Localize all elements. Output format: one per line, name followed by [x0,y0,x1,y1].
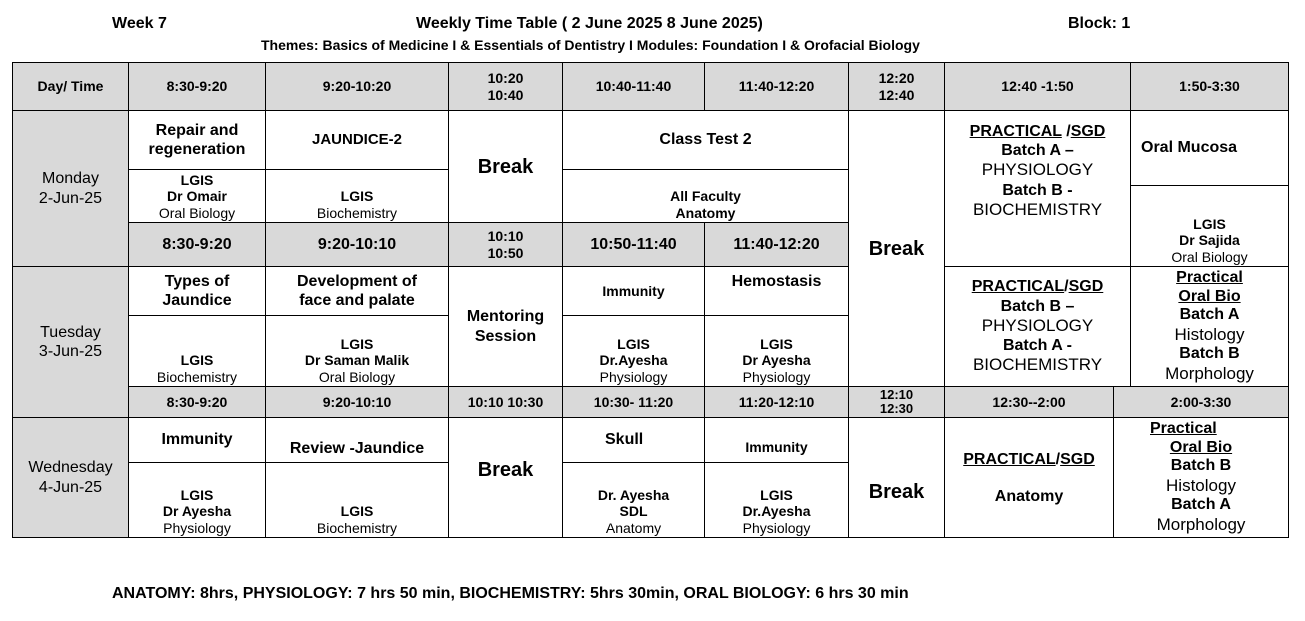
subject: BIOCHEMISTRY [972,199,1103,219]
day-date: 4-Jun-25 [38,478,103,496]
wednesday-practical [944,417,1114,538]
subject-label: BIOCHEMISTRY: [459,585,586,602]
teacher-name: Dr Sajida [1179,232,1240,249]
practical-sub: Oral Bio [1169,438,1233,456]
subject-label: PHYSIOLOGY: [242,585,353,602]
wednesday-slot-2-title: Review -Jaundice [265,417,449,463]
time-slot-1: 8:30-9:20 [128,62,266,111]
batch-label: Batch A [1179,306,1240,324]
title-line: Development of [296,272,417,290]
subject: Histology [1174,325,1245,345]
page-title: Weekly Time Table ( 2 June 2025 8 June 2025) [416,15,763,32]
department: Physiology [599,369,668,386]
tuesday-slot-2-details [265,315,449,387]
tuesday-slot-4-title: Hemostasis [704,266,849,316]
time-slot-6-start: 12:20 [878,69,915,86]
department: Physiology [742,369,811,386]
department: Physiology [742,520,811,537]
monday-oral-mucosa: Oral Mucosa [1130,110,1289,186]
session-type: LGIS [1193,215,1226,232]
time-slot-5: 11:40-12:20 [704,222,849,267]
time-slot-6 [848,62,945,111]
practical-label: PRACTICAL [963,451,1056,468]
tuesday-slot-1-title [128,266,266,316]
faculty: All Faculty [670,188,741,205]
department: Physiology [163,520,231,537]
subject: PHYSIOLOGY [981,160,1094,180]
session-type: LGIS [760,486,793,503]
time-slot-5: 11:20-12:10 [704,386,849,418]
time-slot-8: 1:50-3:30 [1130,62,1289,111]
practical-label: PRACTICAL [969,123,1062,140]
time-slot-6-start: 12:10 [879,386,914,402]
department: Biochemistry [316,205,398,222]
day-monday [12,110,129,267]
subject-label: ANATOMY: [112,585,196,602]
time-slot-4: 10:50-11:40 [562,222,705,267]
subject: BIOCHEMISTRY [972,355,1103,375]
batch-label: Batch B [1179,345,1240,363]
session-type: LGIS [340,335,374,352]
time-slot-1: 8:30-9:20 [128,386,266,418]
wednesday-break: Break [448,417,563,538]
wednesday-slot-3-title: Skull [562,417,705,463]
day-date: 3-Jun-25 [38,343,103,360]
day-time-header: Day/ Time [12,62,129,111]
time-slot-1: 8:30-9:20 [128,222,266,267]
time-slot-3 [448,62,563,111]
subject: Anatomy [994,488,1064,506]
sgd-label: SGD [1060,451,1095,468]
time-slot-3 [448,222,563,267]
practical-sub: Oral Bio [1178,287,1241,305]
subject: PHYSIOLOGY [981,315,1094,335]
monday-class-test-details [562,169,849,223]
time-slot-6-end: 12:40 [878,86,915,103]
subject: Morphology [1156,515,1246,535]
monday-slot-1-details [128,169,266,223]
teacher-name: Dr Ayesha [162,503,232,520]
wednesday-slot-4-title: Immunity [704,417,849,463]
session-type: LGIS [180,486,214,503]
themes-line: Themes: Basics of Medicine I & Essentials of Dentistry I Modules: Foundation I & Orofacial Biology [261,37,920,53]
tuesday-slot-2-title [265,266,449,316]
time-slot-7: 12:30--2:00 [944,386,1114,418]
time-slot-8: 2:00-3:30 [1113,386,1289,418]
practical-label: Practical [1176,268,1243,286]
time-slot-3-start: 10:20 [487,69,524,86]
day-name: Wednesday [28,459,113,477]
time-slot-4: 10:40-11:40 [562,62,705,111]
batch-label: Batch B - [1002,181,1073,199]
session-type: LGIS [180,171,214,188]
teacher-name: Dr Ayesha [742,352,811,369]
hours-summary [112,585,909,603]
session-type: LGIS [617,335,650,352]
tuesday-mentoring [448,266,563,387]
wednesday-slot-1-title: Immunity [128,417,266,463]
subject-hours: 6 hrs 30 min [810,585,909,602]
subject: Morphology [1165,364,1254,384]
sgd-label: SGD [1070,123,1106,140]
batch-label: Batch A – [1001,142,1074,160]
time-slot-4: 10:30- 11:20 [562,386,705,418]
tuesday-slot-1-details [128,315,266,387]
separator: / [1064,278,1069,296]
title-line: Session [474,327,537,345]
subject-hours: 7 hrs 50 min, [352,585,460,602]
practical-label: Practical [1150,419,1217,437]
time-slot-2: 9:20-10:10 [265,386,449,418]
subject-label: ORAL BIOLOGY: [683,585,811,602]
tuesday-practical [944,266,1131,387]
wednesday-slot-3-details [562,462,705,538]
lunch-break-mon-tue: Break [848,110,945,388]
title-line: Mentoring [466,308,545,326]
department: Oral Biology [1171,249,1248,266]
lunch-break-wed: Break [848,417,945,538]
tuesday-slot-4-details [704,315,849,387]
subject: Histology [1166,476,1236,496]
separator: / [1055,451,1061,468]
monday-slot-2-title: JAUNDICE-2 [265,110,449,170]
department: Anatomy [605,520,662,537]
title-line: face and palate [299,292,415,309]
wednesday-oral-bio-practical [1113,417,1289,538]
time-slot-6 [848,386,945,418]
teacher-name: Dr. Ayesha [597,486,670,503]
session-type: LGIS [760,335,793,352]
subject-hours: 8hrs, [195,585,243,602]
day-name: Tuesday [40,323,101,341]
week-label: Week 7 [112,15,167,32]
time-slot-3-start: 10:10 [487,227,524,244]
day-name: Monday [42,170,99,188]
title-line: Repair and [155,121,239,139]
batch-label: Batch B [1170,457,1232,475]
department: Biochemistry [156,369,238,386]
batch-label: Batch A [1171,496,1231,514]
title-line: Types of [164,272,230,290]
time-slot-3-end: 10:40 [487,86,524,103]
title-line: regeneration [148,141,246,158]
day-wednesday [12,417,129,538]
wednesday-slot-2-details [265,462,449,538]
monday-practical [944,110,1131,267]
time-slot-2: 9:20-10:20 [265,62,449,111]
department: Anatomy [675,205,736,222]
time-slot-6-end: 12:30 [879,401,914,416]
practical-label: PRACTICAL [971,278,1065,296]
wednesday-slot-4-details [704,462,849,538]
title-line: Jaundice [162,292,232,309]
session-type: LGIS [340,503,374,520]
time-slot-5: 11:40-12:20 [704,62,849,111]
sgd-label: SGD [1068,278,1104,296]
wednesday-slot-1-details [128,462,266,538]
monday-slot-1-title [128,110,266,170]
teacher-name: Dr Saman Malik [304,352,410,369]
day-tuesday [12,266,129,418]
time-slot-3-end: 10:50 [487,244,524,261]
department: Biochemistry [316,520,398,537]
teacher-name: Dr.Ayesha [742,503,811,520]
timetable [12,62,1289,538]
session-type: LGIS [180,352,214,369]
department: Oral Biology [318,369,396,386]
tuesday-slot-3-details [562,315,705,387]
batch-label: Batch B – [1000,297,1075,315]
teacher-name: Dr Omair [167,188,227,205]
department: Oral Biology [158,205,236,222]
time-slot-2: 9:20-10:10 [265,222,449,267]
monday-class-test: Class Test 2 [562,110,849,170]
session-type: LGIS [340,188,374,205]
separator: / [1061,123,1071,140]
teacher-name: Dr.Ayesha [599,352,668,369]
block-label: Block: 1 [1068,15,1131,32]
subject-hours: 5hrs 30min, [585,585,684,602]
batch-label: Batch A - [1002,337,1073,355]
tuesday-slot-3-title: Immunity [562,266,705,316]
session-type: SDL [619,503,648,520]
monday-break: Break [448,110,563,223]
tuesday-oral-bio-practical [1130,266,1289,387]
time-slot-7: 12:40 -1:50 [944,62,1131,111]
monday-oral-mucosa-details [1130,185,1289,267]
monday-slot-2-details [265,169,449,223]
time-slot-3: 10:10 10:30 [448,386,563,418]
day-date: 2-Jun-25 [38,189,103,207]
